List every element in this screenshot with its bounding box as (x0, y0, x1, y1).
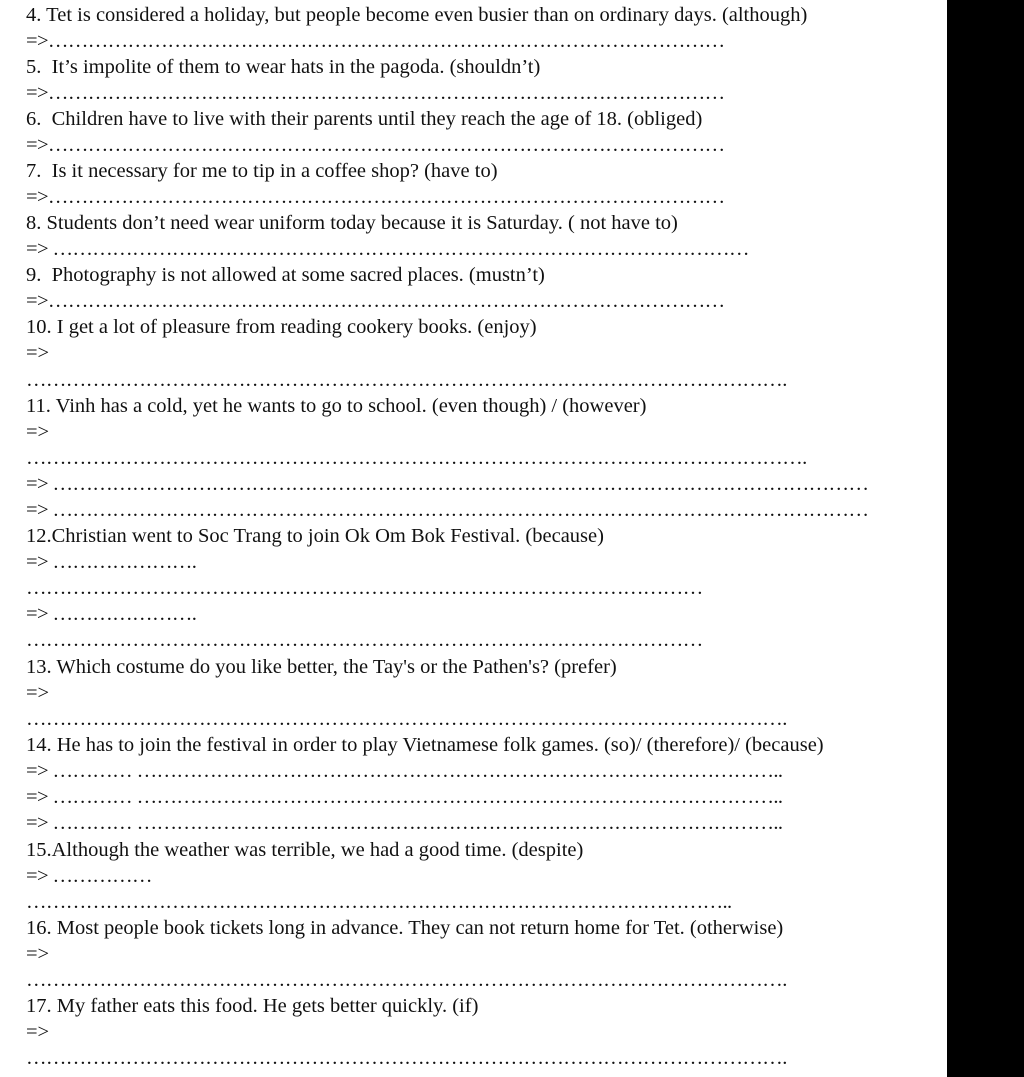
answer-line-12d[interactable]: ………………………………………………………………………………………… (26, 629, 703, 651)
answer-line-14b[interactable]: => ………… …………………………………………………………………………………….. (26, 786, 783, 808)
answer-line-8[interactable]: => …………………………………………………………………………………………… (26, 238, 749, 260)
question-15: 15.Although the weather was terrible, we had a good time. (despite) (26, 839, 584, 861)
question-11: 11. Vinh has a cold, yet he wants to go to school. (even though) / (however) (26, 395, 647, 417)
question-7: 7. Is it necessary for me to tip in a coffee shop? (have to) (26, 160, 498, 182)
answer-arrow-13: => (26, 682, 50, 704)
black-margin (947, 0, 1024, 1077)
answer-line-11b[interactable]: => …………………………………………………………………………………………………………… (26, 473, 869, 495)
answer-line-13[interactable]: ……………………………………………………………………………………………………. (26, 708, 787, 730)
answer-line-11c[interactable]: => …………………………………………………………………………………………………………… (26, 499, 869, 521)
question-17: 17. My father eats this food. He gets better quickly. (if) (26, 995, 479, 1017)
question-13: 13. Which costume do you like better, the Tay's or the Pathen's? (prefer) (26, 656, 617, 678)
answer-line-10[interactable]: ……………………………………………………………………………………………………. (26, 369, 787, 391)
question-4: 4. Tet is considered a holiday, but people become even busier than on ordinary days. (although) (26, 4, 808, 26)
question-10: 10. I get a lot of pleasure from reading cookery books. (enjoy) (26, 316, 537, 338)
answer-line-14c[interactable]: => ………… …………………………………………………………………………………….. (26, 812, 783, 834)
answer-arrow-17: => (26, 1021, 50, 1043)
answer-line-5[interactable]: =>………………………………………………………………………………………… (26, 82, 725, 104)
answer-line-11a[interactable]: ………………………………………………………………………………………………………. (26, 447, 807, 469)
answer-line-16[interactable]: ……………………………………………………………………………………………………. (26, 969, 787, 991)
question-12: 12.Christian went to Soc Trang to join Ok Om Bok Festival. (because) (26, 525, 604, 547)
question-9: 9. Photography is not allowed at some sacred places. (mustn’t) (26, 264, 545, 286)
answer-line-12b[interactable]: ………………………………………………………………………………………… (26, 577, 703, 599)
answer-line-15a[interactable]: => …………… (26, 865, 152, 887)
answer-arrow-16: => (26, 943, 50, 965)
answer-line-12a[interactable]: => …………………. (26, 551, 197, 573)
answer-line-6[interactable]: =>………………………………………………………………………………………… (26, 134, 725, 156)
answer-arrow-10: => (26, 342, 50, 364)
answer-arrow-11: => (26, 421, 50, 443)
answer-line-17[interactable]: ……………………………………………………………………………………………………. (26, 1047, 787, 1069)
answer-line-7[interactable]: =>………………………………………………………………………………………… (26, 186, 725, 208)
answer-line-4[interactable]: =>………………………………………………………………………………………… (26, 30, 725, 52)
answer-line-12c[interactable]: => …………………. (26, 603, 197, 625)
question-16: 16. Most people book tickets long in advance. They can not return home for Tet. (otherwise) (26, 917, 784, 939)
question-6: 6. Children have to live with their parents until they reach the age of 18. (obliged) (26, 108, 703, 130)
question-5: 5. It’s impolite of them to wear hats in the pagoda. (shouldn’t) (26, 56, 541, 78)
answer-line-9[interactable]: =>………………………………………………………………………………………… (26, 290, 725, 312)
answer-line-15b[interactable]: …………………………………………………………………………………………….. (26, 891, 732, 913)
answer-line-14a[interactable]: => ………… …………………………………………………………………………………….. (26, 760, 783, 782)
question-8: 8. Students don’t need wear uniform today because it is Saturday. ( not have to) (26, 212, 678, 234)
question-14: 14. He has to join the festival in order to play Vietnamese folk games. (so)/ (therefore)/ (because) (26, 734, 824, 756)
